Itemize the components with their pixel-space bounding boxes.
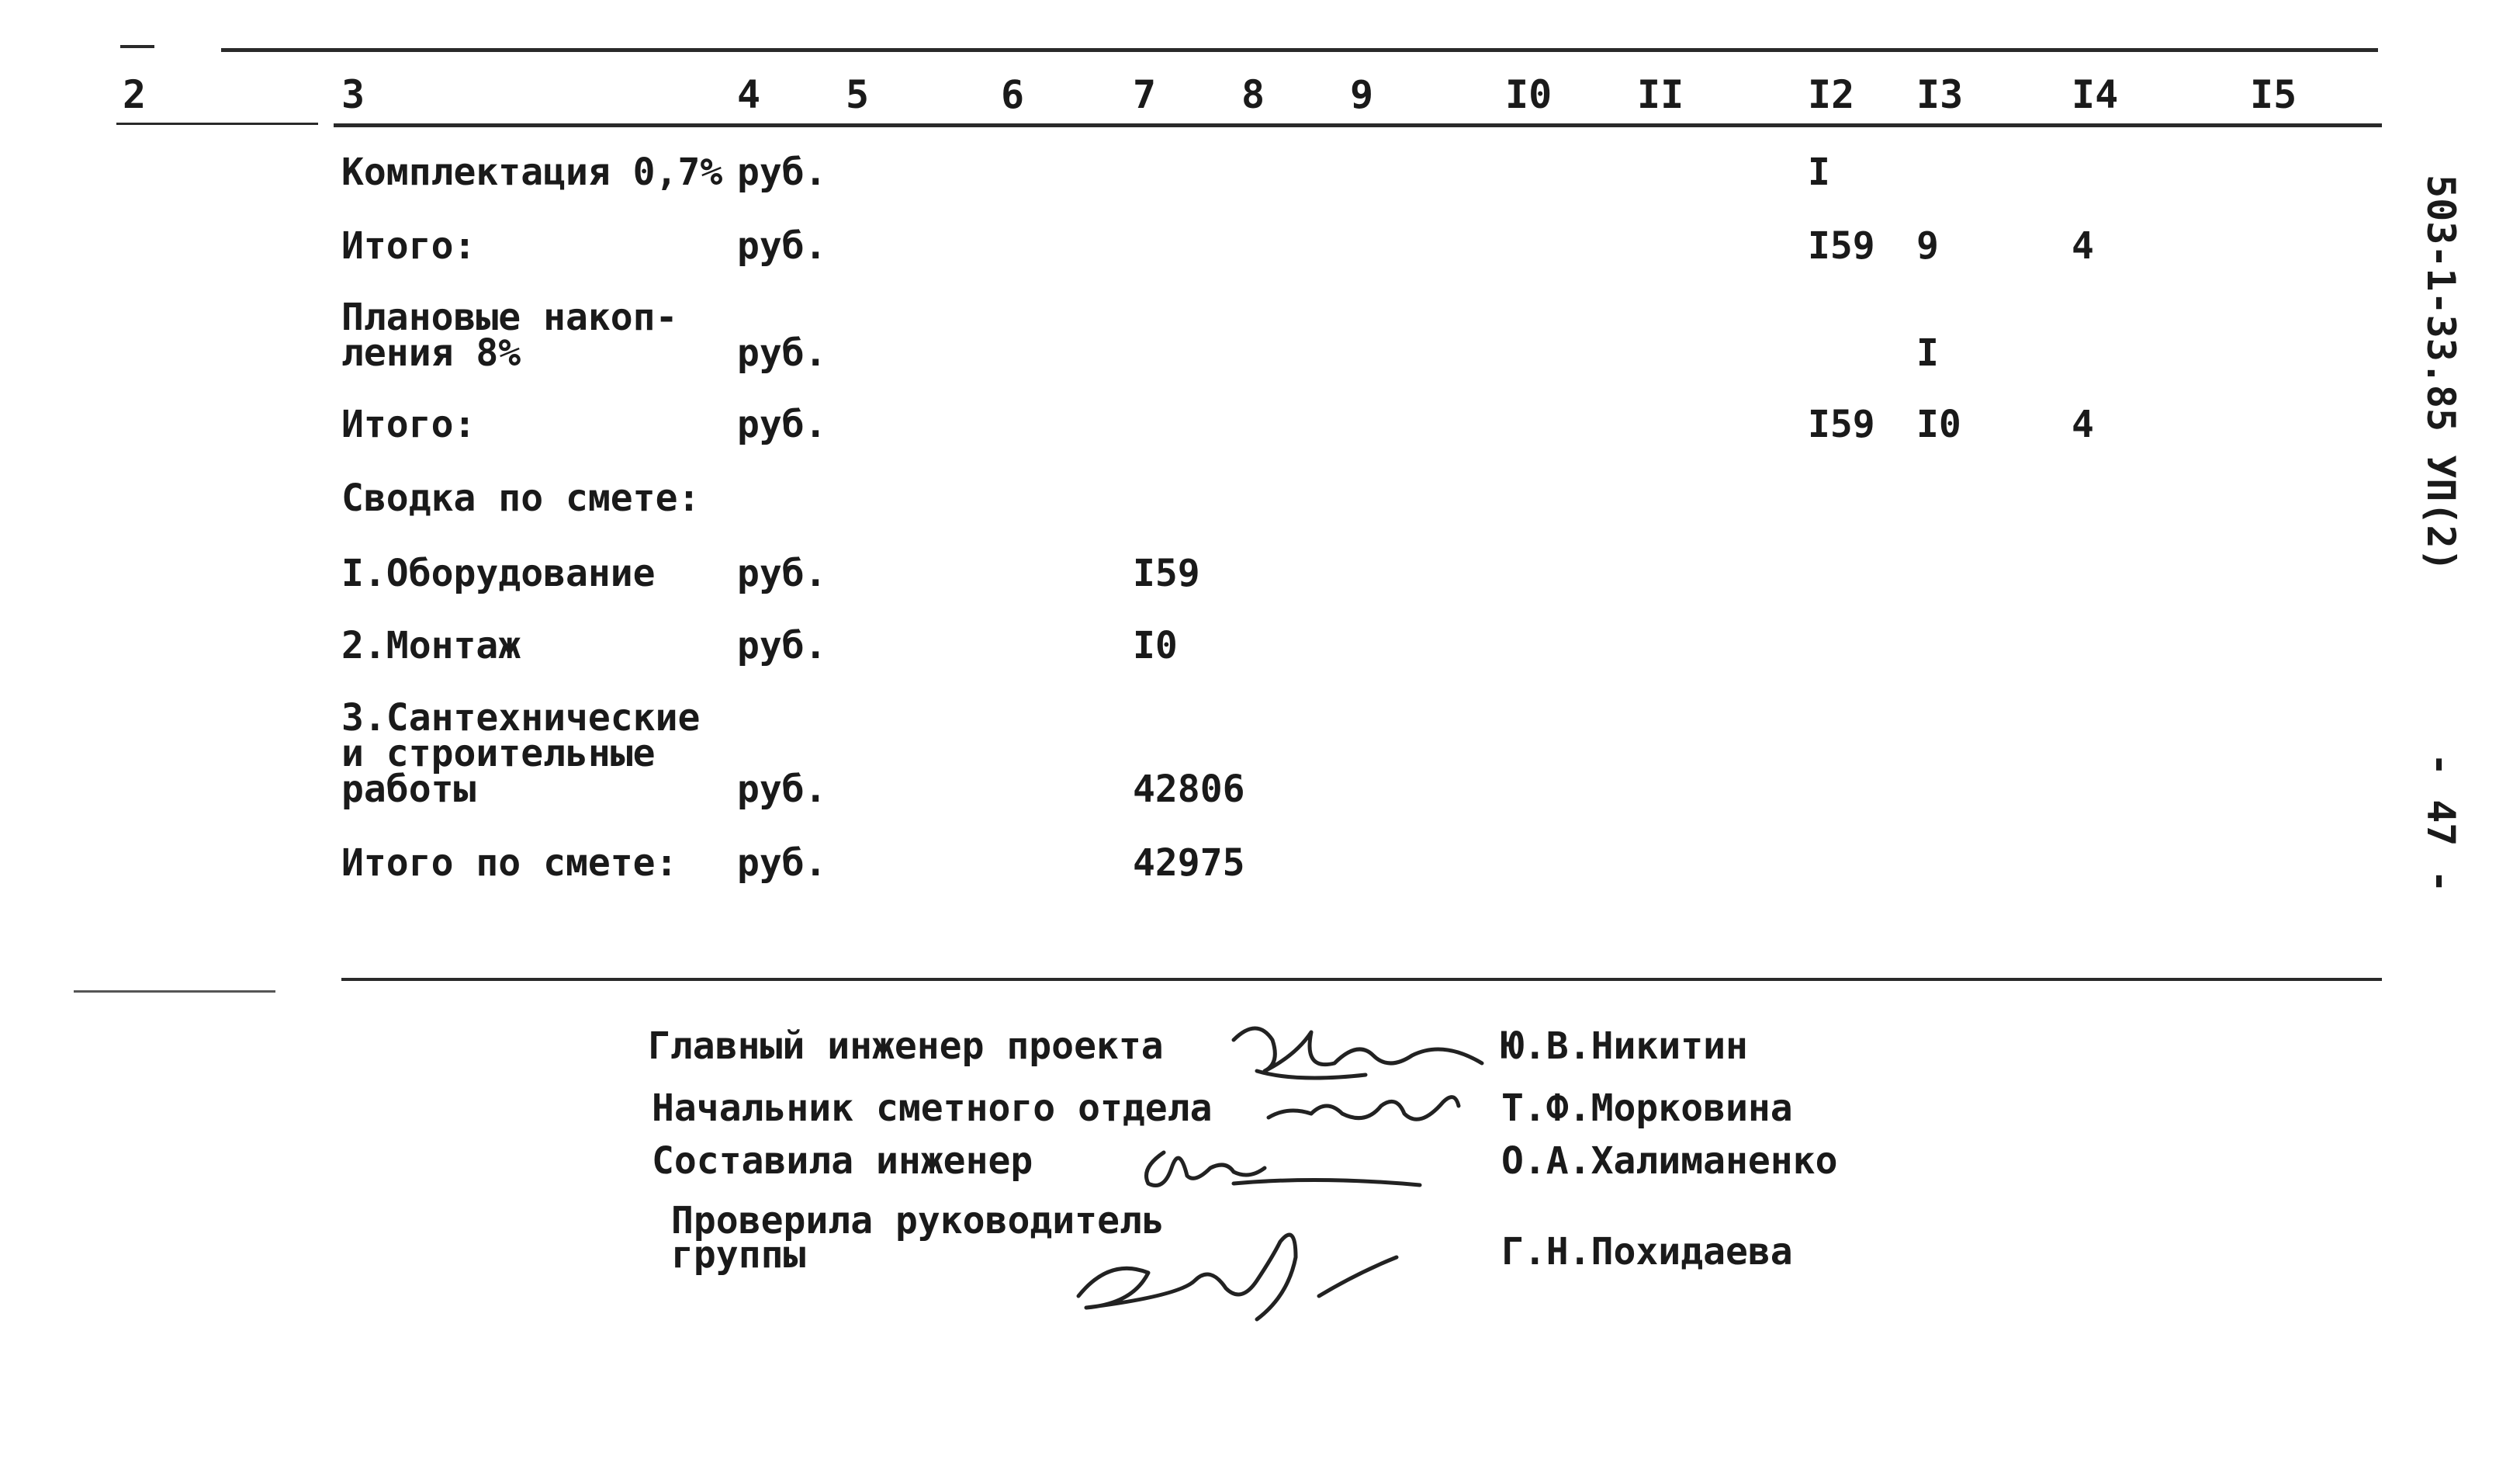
- signatory-name: Т.Ф.Морковина: [1501, 1087, 1793, 1130]
- row-value-c14: 4: [2072, 224, 2094, 268]
- bottom-rule: [74, 990, 275, 993]
- column-header: I4: [2072, 72, 2119, 117]
- column-header: 4: [737, 72, 761, 117]
- row-value-c12: I: [1808, 151, 1830, 194]
- column-header: I3: [1916, 72, 1964, 117]
- row-unit: руб.: [737, 552, 827, 595]
- row-value-c14: 4: [2072, 403, 2094, 446]
- row-label: работы: [341, 768, 476, 811]
- header-rule-main: [334, 123, 2382, 127]
- row-label: и строительные: [341, 732, 656, 775]
- signature-role: Составила инженер: [652, 1139, 1033, 1183]
- column-header: 7: [1133, 72, 1157, 117]
- row-unit: руб.: [737, 841, 827, 885]
- row-label: Сводка по смете:: [341, 477, 701, 520]
- row-label: Итого:: [341, 403, 476, 446]
- signatory-name: О.А.Халиманенко: [1501, 1139, 1838, 1183]
- column-header: 3: [341, 72, 365, 117]
- page-number: - 47 -: [2418, 753, 2463, 893]
- signature-role: Проверила руководитель: [671, 1199, 1165, 1242]
- signatory-name: Ю.В.Никитин: [1501, 1024, 1748, 1068]
- row-unit: руб.: [737, 224, 827, 268]
- row-unit: руб.: [737, 768, 827, 811]
- column-header: I5: [2250, 72, 2297, 117]
- row-label: Плановые накоп-: [341, 296, 678, 339]
- row-label: Итого по смете:: [341, 841, 678, 885]
- signature-role: Главный инженер проекта: [648, 1024, 1164, 1068]
- row-label: Комплектация 0,7%: [341, 151, 723, 194]
- row-label: 3.Сантехнические: [341, 696, 701, 740]
- row-value-c12: I59: [1808, 224, 1875, 268]
- row-label: Итого:: [341, 224, 476, 268]
- signature-role: Начальник сметного отдела: [652, 1087, 1213, 1130]
- column-header: 9: [1350, 72, 1374, 117]
- row-label: ления 8%: [341, 331, 521, 375]
- row-value-c13: 9: [1916, 224, 1939, 268]
- signature-role: группы: [671, 1233, 806, 1277]
- signature-mark-2: [1265, 1083, 1466, 1137]
- signature-mark-1: [1226, 1009, 1490, 1094]
- document-code: 503-1-33.85 УП(2): [2418, 175, 2463, 572]
- signature-mark-4: [1040, 1211, 1412, 1327]
- column-header: 8: [1241, 72, 1265, 117]
- row-unit: руб.: [737, 331, 827, 375]
- top-rule: [221, 48, 2378, 52]
- row-label: I.Оборудование: [341, 552, 656, 595]
- row-unit: руб.: [737, 151, 827, 194]
- row-value-c13: I0: [1916, 403, 1961, 446]
- signatory-name: Г.Н.Похидаева: [1501, 1230, 1793, 1274]
- row-value-c12: I59: [1808, 403, 1875, 446]
- column-header: 5: [846, 72, 870, 117]
- row-label: 2.Монтаж: [341, 624, 521, 667]
- row-value-c13: I: [1916, 331, 1939, 375]
- row-value-c7: 42975: [1133, 841, 1245, 885]
- row-unit: руб.: [737, 624, 827, 667]
- header-rule: [116, 123, 318, 125]
- top-rule-left: [120, 45, 154, 48]
- column-header: 2: [123, 72, 147, 117]
- row-value-c7: 42806: [1133, 768, 1245, 811]
- bottom-rule-main: [341, 978, 2382, 981]
- row-value-c7: I0: [1133, 624, 1178, 667]
- row-unit: руб.: [737, 403, 827, 446]
- column-header: I2: [1808, 72, 1855, 117]
- signature-mark-3: [1117, 1137, 1428, 1199]
- column-header: II: [1637, 72, 1684, 117]
- column-header: I0: [1505, 72, 1552, 117]
- column-header: 6: [1001, 72, 1025, 117]
- row-value-c7: I59: [1133, 552, 1200, 595]
